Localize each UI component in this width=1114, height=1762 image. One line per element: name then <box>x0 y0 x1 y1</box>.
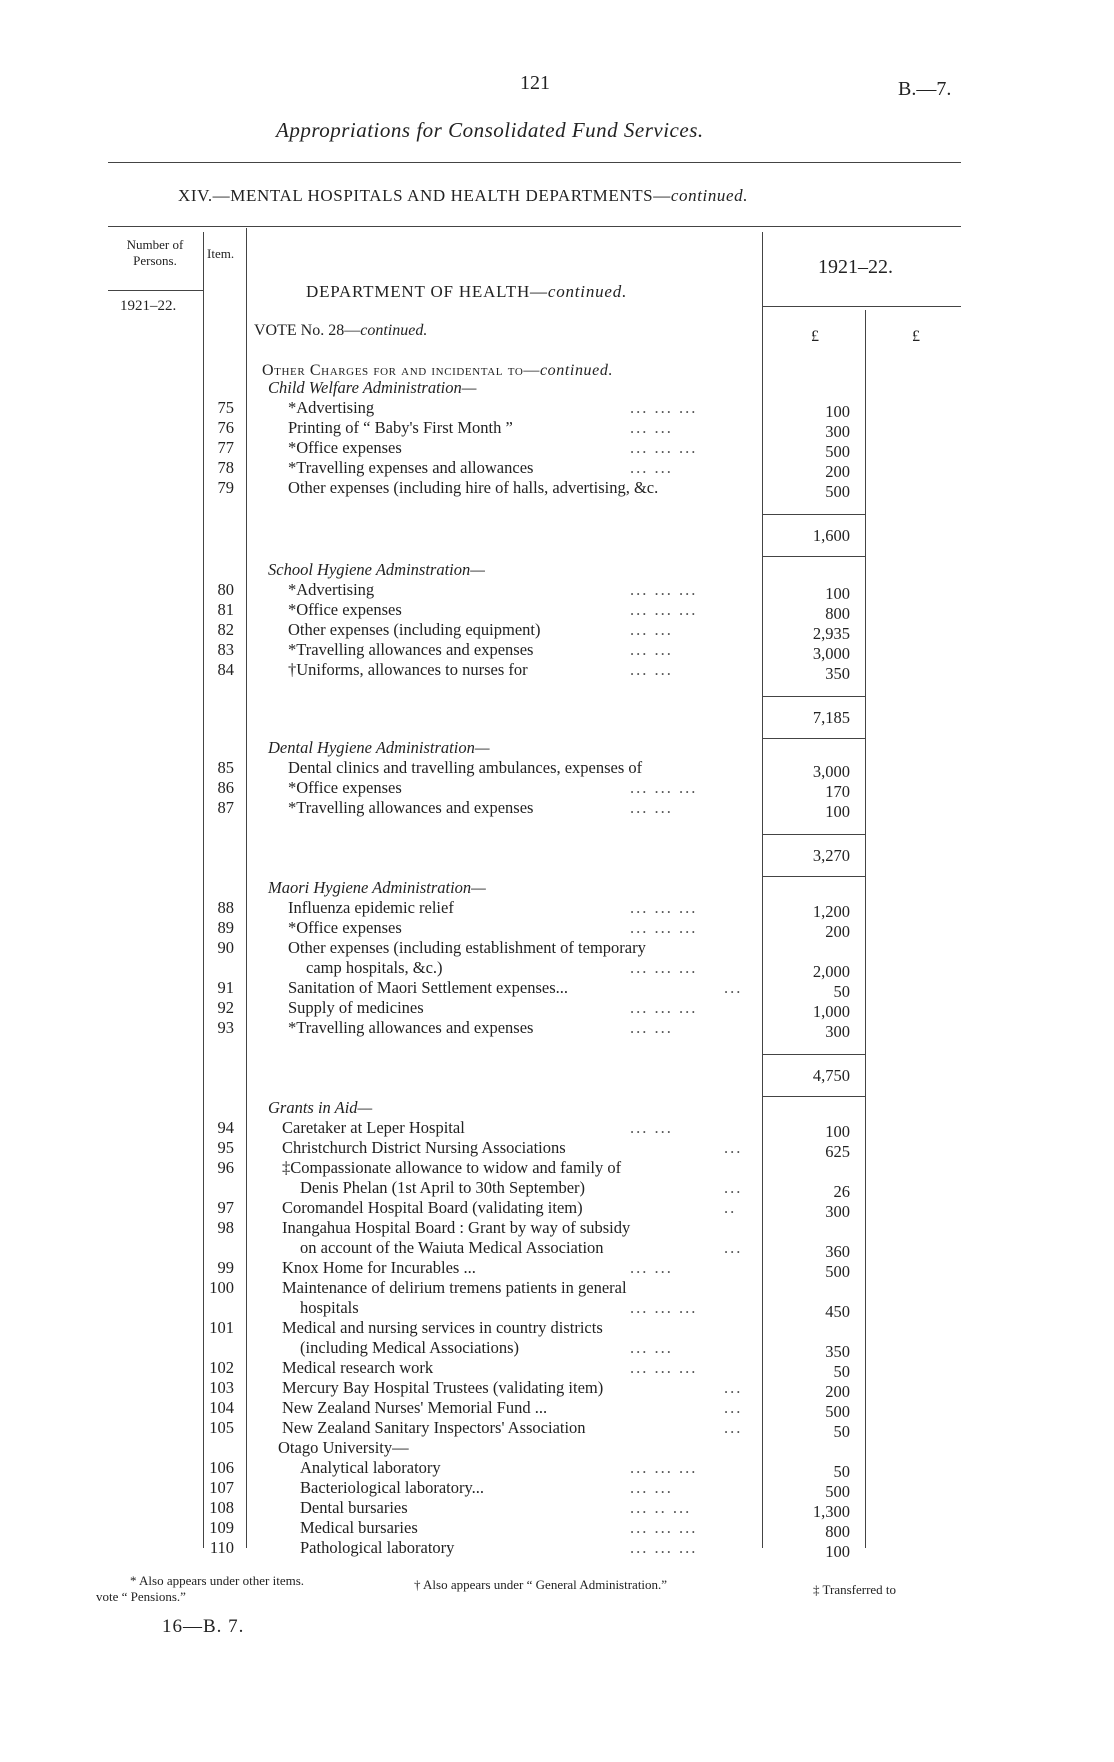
item-description: New Zealand Nurses' Memorial Fund ... <box>282 1398 548 1417</box>
group-title: Maori Hygiene Administration— <box>268 878 486 897</box>
item-amount: 500 <box>825 1402 850 1421</box>
item-leader-dots: ... ... <box>630 458 673 477</box>
item-row <box>0 758 1114 781</box>
total-rule-bottom <box>762 738 865 739</box>
item-row <box>0 918 1114 941</box>
item-leader-dots: ... ... ... <box>630 1298 698 1317</box>
item-row <box>0 1238 1114 1261</box>
item-row <box>0 1458 1114 1481</box>
item-row <box>0 1338 1114 1361</box>
item-row <box>0 438 1114 461</box>
item-row <box>0 1318 1114 1338</box>
item-number: 80 <box>217 580 234 599</box>
item-number: 90 <box>217 938 234 957</box>
item-number: 89 <box>217 918 234 937</box>
item-amount: 3,000 <box>812 644 850 663</box>
item-leader-dots: ... .. ... <box>630 1498 692 1517</box>
item-row <box>0 978 1114 1001</box>
footnote-a: * Also appears under other items. <box>130 1573 305 1588</box>
item-row <box>0 1118 1114 1141</box>
total-rule-bottom <box>762 1096 865 1097</box>
item-row <box>0 1538 1114 1561</box>
col-item: Item. <box>207 246 235 261</box>
item-amount: 800 <box>825 604 850 623</box>
item-amount: 1,300 <box>812 1502 850 1521</box>
item-number: 88 <box>217 898 234 917</box>
item-row <box>0 898 1114 921</box>
group-total: 1,600 <box>812 526 850 545</box>
total-rule-top <box>762 696 865 697</box>
item-leader-dots: ... ... <box>630 1338 673 1357</box>
item-leader-dots: ... ... ... <box>630 998 698 1017</box>
item-number: 83 <box>217 640 234 659</box>
item-number: 101 <box>209 1318 234 1337</box>
item-amount: 450 <box>825 1302 850 1321</box>
item-number: 98 <box>217 1218 234 1237</box>
item-row <box>0 1178 1114 1201</box>
item-amount: 100 <box>825 402 850 421</box>
item-description: Bacteriological laboratory... <box>300 1478 485 1497</box>
group-total: 3,270 <box>812 846 850 865</box>
footer-signature: 16—B. 7. <box>162 1616 245 1637</box>
item-row <box>0 1378 1114 1401</box>
item-leader-dots: ... ... <box>630 1258 673 1277</box>
item-number: 76 <box>217 418 234 437</box>
vote-title <box>254 322 427 340</box>
item-row <box>0 640 1114 663</box>
item-row <box>0 458 1114 481</box>
item-row <box>0 1498 1114 1521</box>
item-amount: 800 <box>825 1522 850 1541</box>
item-row <box>0 1278 1114 1298</box>
item-row <box>0 1418 1114 1441</box>
item-number: 107 <box>209 1478 234 1497</box>
item-amount: 625 <box>825 1142 850 1161</box>
item-description: *Travelling allowances and expenses <box>288 640 534 659</box>
item-description: hospitals <box>300 1298 359 1317</box>
item-amount: 100 <box>825 1122 850 1141</box>
item-number: 92 <box>217 998 234 1017</box>
group-total: 7,185 <box>812 708 850 727</box>
item-amount: 2,000 <box>812 962 850 981</box>
document-ref: B.—7. <box>898 78 952 100</box>
item-description: Medical research work <box>282 1358 434 1377</box>
item-row <box>0 418 1114 441</box>
total-rule-top <box>762 834 865 835</box>
item-row <box>0 620 1114 643</box>
item-description: Maintenance of delirium tremens patients in general <box>282 1278 627 1297</box>
item-row <box>0 580 1114 603</box>
item-description: Medical bursaries <box>300 1518 418 1537</box>
item-leader-dots: ... ... ... <box>630 918 698 937</box>
item-description: *Office expenses <box>288 600 402 619</box>
item-description: Sanitation of Maori Settlement expenses... <box>288 978 568 997</box>
item-leader-dots: ... <box>724 1178 743 1197</box>
item-number: 81 <box>217 600 234 619</box>
item-description: Knox Home for Incurables ... <box>282 1258 476 1277</box>
item-number: 95 <box>217 1138 234 1157</box>
item-leader-dots: ... ... ... <box>630 1358 698 1377</box>
item-leader-dots: ... ... <box>630 418 673 437</box>
item-row <box>0 478 1114 501</box>
item-amount: 50 <box>833 1462 850 1481</box>
item-description: Otago University— <box>278 1438 409 1457</box>
item-amount: 100 <box>825 802 850 821</box>
group-total: 4,750 <box>812 1066 850 1085</box>
item-leader-dots: ... ... <box>630 1118 673 1137</box>
col-year-right: 1921–22. <box>818 256 893 278</box>
footnote-b: † Also appears under “ General Administration.” <box>414 1577 668 1592</box>
item-row <box>0 1198 1114 1221</box>
other-charges-suffix: continued. <box>539 362 614 379</box>
section-title-suffix: continued. <box>670 186 749 205</box>
item-row <box>0 1158 1114 1178</box>
department-title <box>306 282 627 302</box>
item-amount: 50 <box>833 1362 850 1381</box>
item-description: Christchurch District Nursing Associations <box>282 1138 566 1157</box>
item-description: Caretaker at Leper Hospital <box>282 1118 465 1137</box>
item-description: Denis Phelan (1st April to 30th September) <box>300 1178 586 1197</box>
section-title-main: XIV.—MENTAL HOSPITALS AND HEALTH DEPARTMENTS— <box>178 186 671 205</box>
item-amount: 350 <box>825 1342 850 1361</box>
item-description: *Travelling expenses and allowances <box>288 458 534 477</box>
item-amount: 1,000 <box>812 1002 850 1021</box>
item-leader-dots: ... ... ... <box>630 958 698 977</box>
total-rule-top <box>762 514 865 515</box>
item-row <box>0 798 1114 821</box>
item-row <box>0 998 1114 1021</box>
item-description: †Uniforms, allowances to nurses for <box>288 660 528 679</box>
item-leader-dots: ... ... <box>630 620 673 639</box>
item-description: Mercury Bay Hospital Trustees (validating item) <box>282 1378 604 1397</box>
item-leader-dots: ... ... ... <box>630 1458 698 1477</box>
item-description: Other expenses (including establishment of temporary <box>288 938 646 957</box>
item-amount: 300 <box>825 1202 850 1221</box>
item-number: 86 <box>217 778 234 797</box>
item-number: 77 <box>217 438 234 457</box>
item-number: 93 <box>217 1018 234 1037</box>
item-leader-dots: ... ... <box>630 660 673 679</box>
page-number: 121 <box>520 72 550 94</box>
item-amount: 200 <box>825 922 850 941</box>
item-description: *Office expenses <box>288 918 402 937</box>
item-amount: 200 <box>825 462 850 481</box>
item-row <box>0 1438 1114 1458</box>
department-suffix: continued. <box>547 282 628 301</box>
item-description: *Travelling allowances and expenses <box>288 798 534 817</box>
item-leader-dots: ... ... <box>630 1478 673 1497</box>
item-row <box>0 398 1114 421</box>
item-number: 105 <box>209 1418 234 1437</box>
item-amount: 350 <box>825 664 850 683</box>
item-amount: 500 <box>825 482 850 501</box>
item-number: 97 <box>217 1198 234 1217</box>
item-amount: 500 <box>825 1262 850 1281</box>
currency-col2: £ <box>912 328 920 345</box>
item-description: on account of the Waiuta Medical Association <box>300 1238 604 1257</box>
item-leader-dots: ... ... <box>630 1018 673 1037</box>
rule-top <box>108 162 961 163</box>
item-number: 102 <box>209 1358 234 1377</box>
item-description: Dental clinics and travelling ambulances, expenses of <box>288 758 643 777</box>
item-description: Other expenses (including hire of halls, advertising, &c. <box>288 478 659 497</box>
item-amount: 100 <box>825 1542 850 1561</box>
item-amount: 300 <box>825 1022 850 1041</box>
item-number: 85 <box>217 758 234 777</box>
item-description: Coromandel Hospital Board (validating item) <box>282 1198 583 1217</box>
item-row <box>0 1298 1114 1321</box>
item-description: camp hospitals, &c.) <box>306 958 443 977</box>
item-description: *Office expenses <box>288 778 402 797</box>
item-number: 110 <box>209 1538 234 1557</box>
item-row <box>0 778 1114 801</box>
group-title: Dental Hygiene Administration— <box>268 738 490 757</box>
item-amount: 170 <box>825 782 850 801</box>
item-row <box>0 1518 1114 1541</box>
item-description: Other expenses (including equipment) <box>288 620 541 639</box>
item-leader-dots: ... ... ... <box>630 398 698 417</box>
item-description: *Travelling allowances and expenses <box>288 1018 534 1037</box>
footnote-c: ‡ Transferred to <box>813 1582 897 1597</box>
item-description: Pathological laboratory <box>300 1538 455 1557</box>
currency-col1: £ <box>811 328 819 345</box>
item-number: 78 <box>217 458 234 477</box>
item-leader-dots: ... ... ... <box>630 600 698 619</box>
item-number: 84 <box>217 660 234 679</box>
item-amount: 1,200 <box>812 902 850 921</box>
total-rule-bottom <box>762 556 865 557</box>
item-number: 94 <box>217 1118 234 1137</box>
item-leader-dots: ... ... ... <box>630 1518 698 1537</box>
item-description: *Advertising <box>288 398 375 417</box>
item-number: 109 <box>209 1518 234 1537</box>
item-row <box>0 938 1114 958</box>
item-leader-dots: ... <box>724 1138 743 1157</box>
other-charges-label: Other Charges for and incidental to— <box>262 362 540 379</box>
item-number: 82 <box>217 620 234 639</box>
col-number-of-persons: Number of Persons. <box>126 237 184 268</box>
item-leader-dots: ... ... ... <box>630 898 698 917</box>
item-row <box>0 958 1114 981</box>
group-title: Grants in Aid— <box>268 1098 373 1117</box>
item-row <box>0 660 1114 683</box>
section-title <box>178 186 748 206</box>
item-row <box>0 1218 1114 1238</box>
item-row <box>0 1478 1114 1501</box>
vote-label: VOTE No. 28— <box>254 322 361 339</box>
item-number: 104 <box>209 1398 234 1417</box>
item-number: 87 <box>217 798 234 817</box>
item-leader-dots: ... ... ... <box>630 1538 698 1557</box>
total-rule-bottom <box>762 876 865 877</box>
item-amount: 2,935 <box>812 624 850 643</box>
item-number: 100 <box>209 1278 234 1297</box>
item-row <box>0 1138 1114 1161</box>
item-row <box>0 1398 1114 1421</box>
item-number: 106 <box>209 1458 234 1477</box>
item-description: New Zealand Sanitary Inspectors' Association <box>282 1418 586 1437</box>
item-amount: 300 <box>825 422 850 441</box>
item-description: Dental bursaries <box>300 1498 408 1517</box>
item-leader-dots: ... ... <box>630 798 673 817</box>
page-title: Appropriations for Consolidated Fund Services. <box>276 118 704 142</box>
item-leader-dots: ... <box>724 1398 743 1417</box>
total-rule-top <box>762 1054 865 1055</box>
item-leader-dots: ... ... <box>630 640 673 659</box>
item-amount: 500 <box>825 442 850 461</box>
item-description: Analytical laboratory <box>300 1458 441 1477</box>
item-row <box>0 1358 1114 1381</box>
item-leader-dots: .. <box>724 1198 737 1217</box>
item-amount: 100 <box>825 584 850 603</box>
item-description: Influenza epidemic relief <box>288 898 454 917</box>
item-description: Printing of “ Baby's First Month ” <box>288 418 513 437</box>
rule-header <box>108 226 961 227</box>
group-title: Child Welfare Administration— <box>268 378 477 397</box>
item-description: *Advertising <box>288 580 375 599</box>
item-number: 96 <box>217 1158 234 1177</box>
item-description: (including Medical Associations) <box>300 1338 520 1357</box>
item-number: 103 <box>209 1378 234 1397</box>
item-row <box>0 1258 1114 1281</box>
item-leader-dots: ... ... ... <box>630 778 698 797</box>
item-number: 108 <box>209 1498 234 1517</box>
item-amount: 3,000 <box>812 762 850 781</box>
col-year-left: 1921–22. <box>120 298 177 314</box>
item-amount: 50 <box>833 982 850 1001</box>
item-amount: 200 <box>825 1382 850 1401</box>
item-number: 75 <box>217 398 234 417</box>
item-description: ‡Compassionate allowance to widow and family of <box>282 1158 622 1177</box>
item-leader-dots: ... ... ... <box>630 438 698 457</box>
item-number: 99 <box>217 1258 234 1277</box>
rule-persons <box>108 290 203 291</box>
item-number: 91 <box>217 978 234 997</box>
item-amount: 26 <box>833 1182 850 1201</box>
item-number: 79 <box>217 478 234 497</box>
item-leader-dots: ... <box>724 1378 743 1397</box>
item-leader-dots: ... <box>724 1418 743 1437</box>
department-name: DEPARTMENT OF HEALTH— <box>306 282 548 301</box>
item-row <box>0 1018 1114 1041</box>
item-description: *Office expenses <box>288 438 402 457</box>
vote-suffix: continued. <box>360 322 428 339</box>
footnote-c2: vote “ Pensions.” <box>96 1589 186 1604</box>
rule-year <box>762 306 961 307</box>
item-row <box>0 600 1114 623</box>
item-leader-dots: ... ... ... <box>630 580 698 599</box>
item-leader-dots: ... <box>724 1238 743 1257</box>
item-amount: 500 <box>825 1482 850 1501</box>
item-description: Supply of medicines <box>288 998 424 1017</box>
item-description: Inangahua Hospital Board : Grant by way of subsidy <box>282 1218 631 1237</box>
group-title: School Hygiene Adminstration— <box>268 560 485 579</box>
item-amount: 360 <box>825 1242 850 1261</box>
item-leader-dots: ... <box>724 978 743 997</box>
item-amount: 50 <box>833 1422 850 1441</box>
item-description: Medical and nursing services in country districts <box>282 1318 603 1337</box>
